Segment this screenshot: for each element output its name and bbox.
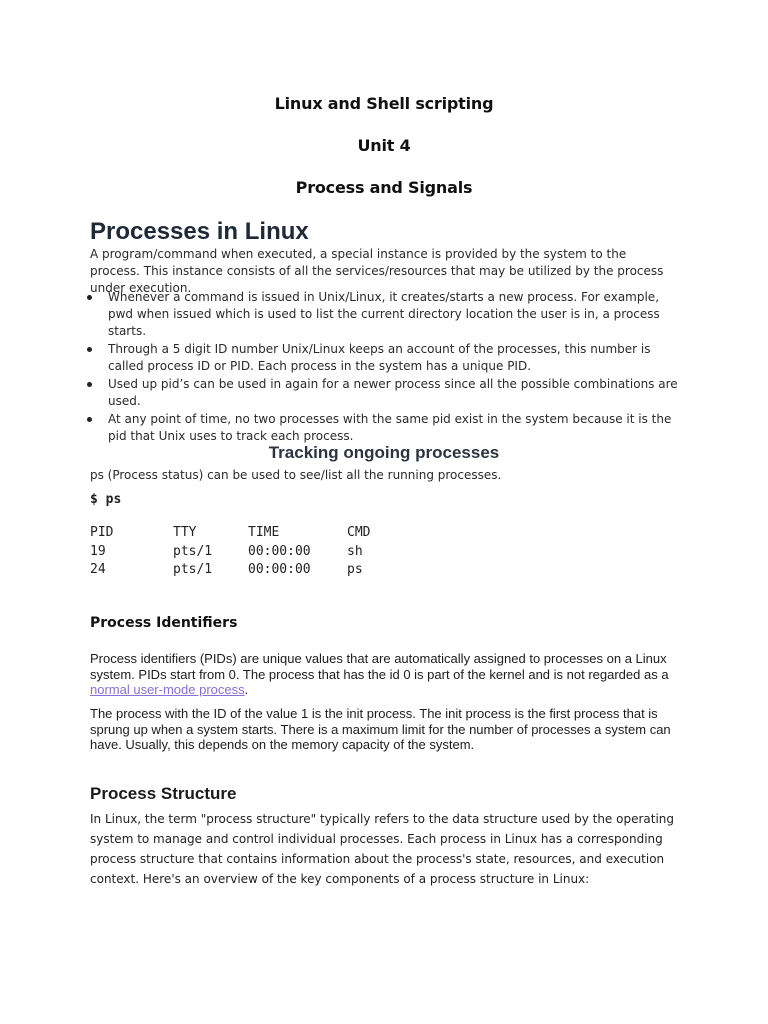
processes-bullet-list bbox=[90, 289, 680, 446]
ps-command: $ ps bbox=[90, 492, 122, 507]
table-cell: 24 bbox=[90, 562, 106, 577]
bullet-icon bbox=[87, 417, 92, 422]
table-row bbox=[90, 561, 370, 580]
table-cell: 00:00:00 bbox=[248, 562, 311, 577]
tracking-intro: ps (Process status) can be used to see/list all the running processes. bbox=[90, 468, 502, 482]
processes-intro: A program/command when executed, a special instance is provided by the system to the process. This instance consists of all the services/resources that may be utilized by the process under execution. bbox=[90, 247, 664, 295]
list-item: Whenever a command is issued in Unix/Linux, it creates/starts a new process. For example, pwd when issued which is used to list the current directory location the user is in, a process starts. bbox=[90, 289, 680, 340]
table-header-row bbox=[90, 524, 370, 543]
bullet-icon bbox=[87, 347, 92, 352]
table-header-pid: PID bbox=[90, 525, 114, 540]
bullet-icon bbox=[87, 295, 92, 300]
identifiers-para-2: The process with the ID of the value 1 is the init process. The init process is the first process that is sprung up when a system starts. There is a maximum limit for the number of processes a system can have. Usually, this depends on the memory capacity of the system. bbox=[90, 706, 671, 752]
table-cell: 00:00:00 bbox=[248, 543, 311, 559]
table-cell: 19 bbox=[90, 543, 106, 559]
tracking-heading: Tracking ongoing processes bbox=[268, 443, 500, 462]
list-item: At any point of time, no two processes with the same pid exist in the system because it is the pid that Unix uses to track each process. bbox=[90, 411, 680, 445]
ps-output-table bbox=[90, 524, 370, 580]
table-header-cmd: CMD bbox=[347, 525, 371, 540]
table-cell: ps bbox=[347, 562, 363, 577]
list-item: Through a 5 digit ID number Unix/Linux keeps an account of the processes, this number is called process ID or PID. Each process in the system has a unique PID. bbox=[90, 341, 680, 375]
list-item: Used up pid’s can be used in again for a newer process since all the possible combinations are used. bbox=[90, 376, 680, 410]
structure-para: In Linux, the term "process structure" typically refers to the data structure used by the operating system to manage and control individual processes. Each process in Linux has a corresponding process structure that contains information about the process's state, resources, and execution context. Here's an overview of the key components of a process structure in Linux: bbox=[90, 812, 675, 886]
bullet-icon bbox=[87, 382, 92, 387]
topic-title: Process and Signals bbox=[295, 178, 473, 197]
table-cell: pts/1 bbox=[173, 562, 213, 577]
table-header-time: TIME bbox=[248, 525, 280, 540]
normal-user-mode-process-link[interactable]: normal user-mode process bbox=[90, 682, 245, 697]
identifiers-para-1: Process identifiers (PIDs) are unique values that are automatically assigned to processes on a Linux system. PIDs start from 0. The process that has the id 0 is part of the kernel and is not regarded as a normal user-mode process. bbox=[90, 651, 669, 697]
unit-title: Unit 4 bbox=[357, 136, 411, 155]
table-header-tty: TTY bbox=[173, 525, 197, 540]
structure-heading: Process Structure bbox=[90, 784, 237, 803]
processes-heading: Processes in Linux bbox=[90, 218, 309, 245]
table-cell: pts/1 bbox=[173, 543, 213, 559]
table-row bbox=[90, 543, 370, 562]
course-title: Linux and Shell scripting bbox=[274, 94, 494, 113]
identifiers-heading: Process Identifiers bbox=[90, 615, 238, 631]
table-cell: sh bbox=[347, 543, 363, 559]
